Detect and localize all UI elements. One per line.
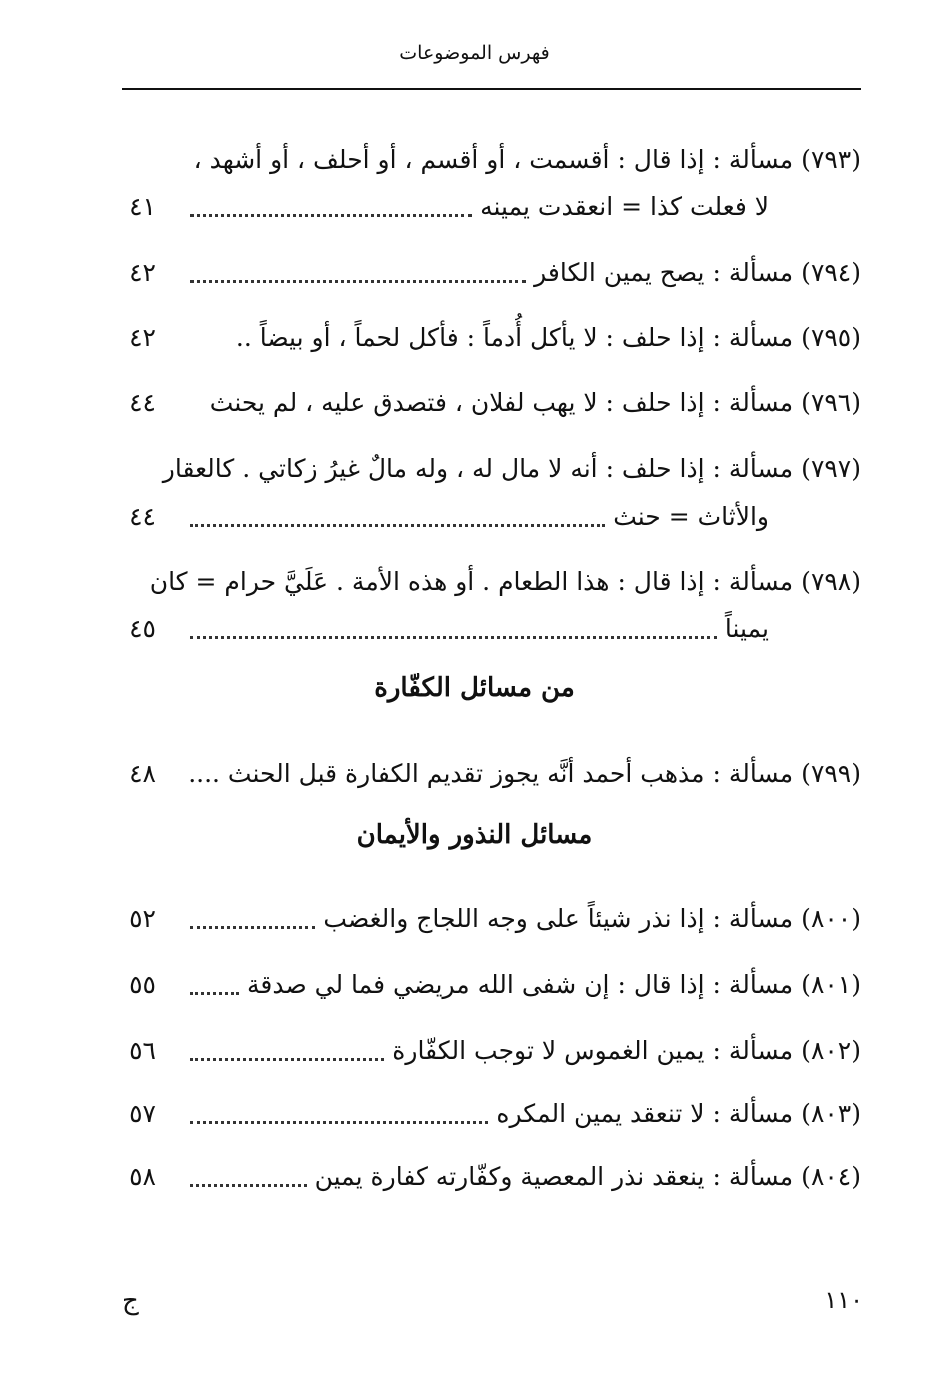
leader-dots <box>190 1058 384 1061</box>
entry-number: (٧٩٩) <box>801 759 861 788</box>
entry-number: (٧٩٥) <box>801 323 861 352</box>
entry-text-cont: والأثاث = حنث <box>613 502 769 531</box>
footer-signature-mark: ج <box>122 1286 139 1316</box>
leader-dots <box>190 280 526 283</box>
entry-number: (٨٠٣) <box>801 1099 861 1128</box>
entry-page: ٥٥ <box>129 970 156 999</box>
entry-number: (٨٠٢) <box>801 1036 861 1065</box>
entry-page: ٤٨ <box>129 759 156 788</box>
entry-number: (٧٩٧) <box>801 454 861 483</box>
leader-dots <box>190 1121 488 1124</box>
leader-dots <box>190 524 605 527</box>
index-entry-801 <box>125 958 861 1012</box>
entry-page: ٤٤ <box>129 388 156 417</box>
header-divider <box>122 88 861 90</box>
entry-page: ٥٨ <box>129 1162 156 1191</box>
section-title-nudhur: مسائل النذور والأيمان <box>356 820 593 850</box>
leader-dots <box>190 214 472 217</box>
entry-text: مسألة : إذا حلف : أنه لا مال له ، وله مالٌ غيرُ زكاتي . كالعقار <box>162 454 794 483</box>
entry-text: مسألة : إذا حلف : لا يهب لفلان ، فتصدق عليه ، لم يحنث <box>209 388 794 417</box>
index-entry-802 <box>125 1024 861 1078</box>
entry-text: مسألة : إذا قال : أقسمت ، أو أقسم ، أو أحلف ، أو أشهد ، <box>193 145 794 174</box>
index-entry-798-cont <box>125 602 861 656</box>
entry-text: مسألة : إذا حلف : لا يأكل أُدماً : فأكل لحماً ، أو بيضاً .. <box>235 323 794 352</box>
entry-text-cont: لا فعلت كذا = انعقدت يمينه <box>480 192 769 221</box>
index-entry-794 <box>125 246 861 300</box>
entry-text-cont: يميناً <box>724 614 769 643</box>
entry-number: (٧٩٨) <box>801 567 861 596</box>
entry-text: مسألة : إذا قال : إن شفى الله مريضي فما لي صدقة <box>247 970 794 999</box>
index-entry-793-cont <box>125 180 861 234</box>
index-entry-797 <box>125 442 861 496</box>
footer-page-number: ١١٠ <box>824 1286 863 1314</box>
index-entry-803 <box>125 1087 861 1141</box>
entry-page: ٥٢ <box>129 904 156 933</box>
entry-number: (٨٠١) <box>801 970 861 999</box>
index-entry-798 <box>125 555 861 609</box>
index-entry-800 <box>125 892 861 946</box>
entry-text: مسألة : يمين الغموس لا توجب الكفّارة <box>392 1036 794 1065</box>
entry-number: (٨٠٠) <box>801 904 861 933</box>
leader-dots <box>190 992 239 995</box>
index-entry-799 <box>125 747 861 801</box>
index-entry-793 <box>125 133 861 187</box>
entry-number: (٧٩٤) <box>801 258 861 287</box>
entry-page: ٥٧ <box>129 1099 156 1128</box>
page-header-title: فهرس الموضوعات <box>399 42 550 64</box>
entry-page: ٤٥ <box>129 614 156 643</box>
entry-page: ٤٢ <box>129 323 156 352</box>
entry-text: مسألة : ينعقد نذر المعصية وكفّارته كفارة يمين <box>314 1162 794 1191</box>
index-entry-804 <box>125 1150 861 1204</box>
entry-number: (٧٩٦) <box>801 388 861 417</box>
entry-number: (٧٩٣) <box>801 145 861 174</box>
entry-text: مسألة : مذهب أحمد أنَّه يجوز تقديم الكفارة قبل الحنث .... <box>188 759 794 788</box>
entry-text: مسألة : يصح يمين الكافر <box>534 258 794 287</box>
entry-page: ٤٤ <box>129 502 156 531</box>
entry-page: ٤١ <box>129 192 156 221</box>
index-entry-796 <box>125 376 861 430</box>
entry-text: مسألة : لا تنعقد يمين المكره <box>496 1099 794 1128</box>
entry-number: (٨٠٤) <box>801 1162 861 1191</box>
leader-dots <box>190 926 315 929</box>
index-entry-797-cont <box>125 490 861 544</box>
leader-dots <box>190 1184 307 1187</box>
entry-text: مسألة : إذا قال : هذا الطعام . أو هذه الأمة . عَلَيَّ حرام = كان <box>149 567 794 596</box>
section-title-kaffara: من مسائل الكفّارة <box>374 673 575 703</box>
index-entry-795 <box>125 311 861 365</box>
entry-page: ٥٦ <box>129 1036 156 1065</box>
entry-text: مسألة : إذا نذر شيئاً على وجه اللجاج والغضب <box>323 904 794 933</box>
entry-page: ٤٢ <box>129 258 156 287</box>
leader-dots <box>190 636 717 639</box>
